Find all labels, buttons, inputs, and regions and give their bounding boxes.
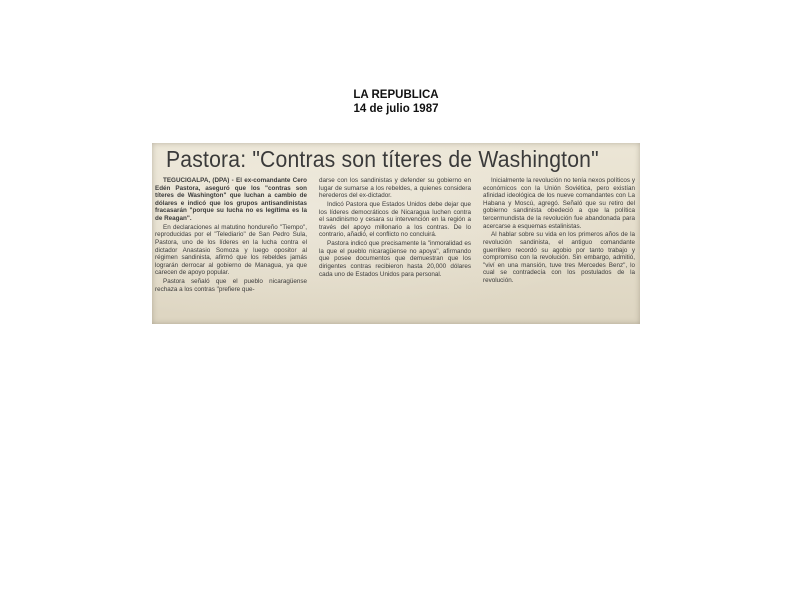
article-paragraph: darse con los sandinistas y defender su gobierno en lugar de sumarse a los rebeldes, a quienes considera herederos del ex-dictador. — [319, 177, 471, 200]
article-paragraph: TEGUCIGALPA, (DPA) - El ex-comandante Cero Edén Pastora, aseguró que los "contras son títeres de Washington" que luchan a cambio de dólares e indicó que los grupos antisandinistas fracasarán "porque su lucha no es legítima es la de Reagan". — [155, 177, 307, 222]
article-headline: Pastora: "Contras son títeres de Washington" — [166, 146, 599, 172]
article-paragraph: En declaraciones al matutino hondureño "Tiempo", reproducidas por el "Telediario" de San Pedro Sula, Pastora, uno de los líderes en la lucha contra el dictador Anastasio Somoza y luego opositor al régimen sandinista, afirmó que los rebeldes jamás lograrán derrocar al gobierno de Managua, ya que carecen de apoyo popular. — [155, 223, 307, 277]
newspaper-clipping — [152, 143, 640, 324]
article-body — [155, 177, 637, 323]
article-paragraph: Al hablar sobre su vida en los primeros años de la revolución sandinista, el antiguo comandante guerrillero recordó su agobio por tanto trabajo y compromiso con la revolución. Sin embargo, admitió, "viví en una mansión, tuve tres Mercedes Benz", lo cual se contradecía con los postulados de la revolución. — [483, 231, 635, 284]
article-column-1 — [155, 177, 307, 323]
article-column-3 — [483, 177, 635, 323]
article-paragraph: Indicó Pastora que Estados Unidos debe dejar que los líderes democráticos de Nicaragua luchen contra el sandinismo y cesara su intervención en la región a través del apoyo millonario a los contras. De lo contrario, añadió, el conflicto no concluirá. — [319, 200, 471, 239]
article-paragraph: Pastora indicó que precisamente la "inmoralidad es la que el pueblo nicaragüense no apoya", afirmando que posee documentos que demuestran que los dirigentes contras recibieron hasta 20,000 dólares cada uno de Estados Unidos para personal. — [319, 240, 471, 278]
article-paragraph: Inicialmente la revolución no tenía nexos políticos y económicos con la Unión Soviética, pero existían afinidad ideológica de los nueve comandantes con La Habana y Moscú, agregó. Señaló que su retiro del gobierno sandinista obedeció a que la política tercermundista de la revolución fue abandonada para acercarse a esquemas estalinistas. — [483, 177, 635, 230]
publication-date: 14 de julio 1987 — [353, 103, 439, 115]
article-paragraph: Pastora señaló que el pueblo nicaragüense rechaza a los contras "prefiere que- — [155, 278, 307, 293]
document-header — [0, 88, 792, 116]
newspaper-name: LA REPUBLICA — [353, 89, 439, 101]
article-column-2 — [319, 177, 471, 323]
